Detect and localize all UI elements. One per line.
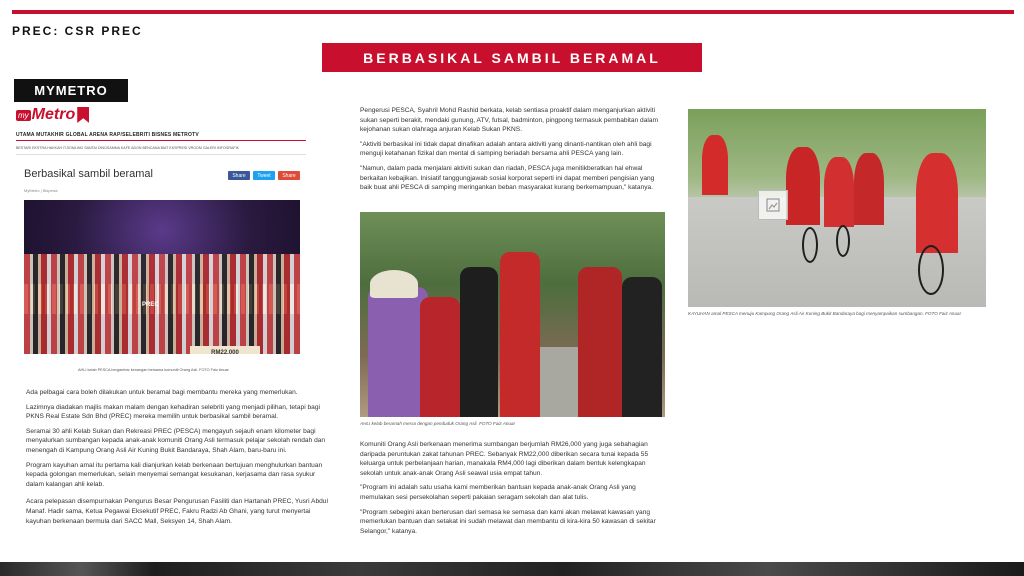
cyclist-3	[824, 157, 854, 227]
twitter-share-button: Tweet	[253, 171, 275, 180]
nav-divider	[16, 140, 306, 141]
cyclist-5	[916, 153, 958, 253]
paragraph: Komuniti Orang Asli berkenaan menerima sumbangan berjumlah RM26,000 yang juga sebahagian daripada peruntukan zakat tahunan PREC. Sebanyak RM22,000 diberikan secara tunai kepada 55 keluarga untuk perbelanjaan harian, manakala RM4,000 lagi diberikan dalam bentuk kelengkapan sekolah untuk anak-anak Orang Asli seawal usia empat tahun.	[360, 441, 649, 477]
byline: MyMetro | Bisperta	[24, 188, 58, 193]
figure-6	[622, 277, 662, 417]
primary-nav: UTAMA MUTAKHIR GLOBAL ARENA RAP/SELEBRITI BISNES METROTV	[16, 132, 199, 138]
figure-2	[420, 297, 460, 417]
nav-divider-2	[16, 154, 306, 155]
paragraph: "Aktiviti berbasikal ini tidak dapat dinafikan adalah antara aktiviti yang dinanti-nantikan oleh ahli bagi menguji ketahanan fizikal dan mental di samping beriadah bersama ahli PESCA yang lain.	[360, 140, 652, 158]
bottom-strip	[0, 562, 1024, 576]
figure-1-hat	[370, 270, 418, 298]
middle-column-top-text	[360, 106, 668, 198]
paragraph: "Program sebegini akan berterusan dari semasa ke semasa dan kami akan melawat kawasan yang memerlukan bantuan dan setakat ini sudah melawat dan membantu di kira-kira 50 kawasan di sekitar Selangor," katanya.	[360, 508, 656, 535]
bicycle-wheel	[802, 227, 818, 263]
paragraph: Pengerusi PESCA, Syahril Mohd Rashid berkata, kelab sentiasa proaktif dalam menganjurkan aktiviti sukan seperti berakit, mendaki gunung, ATV, futsal, badminton, pingpong termasuk pembabitan dalam kejohanan sukan olahraga anjuran Kelab Sukan PKNS.	[360, 107, 658, 134]
left-column-text	[26, 388, 332, 531]
group-photo-caption: AHLI kelab PESCA bergambar kenangan bersama komuniti Orang Asli. FOTO Faiz Anuar	[78, 368, 229, 372]
paragraph: Program kayuhan amal itu pertama kali dianjurkan kelab berkenaan bertujuan menghulurkan bantuan kepada golongan memerlukan, selain menyemai semangat kesukanan, kerjasama dan rasa syukur dalam kalangan ahli kelab.	[26, 461, 323, 488]
paragraph: Seramai 30 ahli Kelab Sukan dan Rekreasi PREC (PESCA) mengayuh sejauh enam kilometer bagi menyalurkan sumbangan kepada anak-anak komuniti Orang Asli termasuk pelajar sekolah rendah dan menengah di Kampung Orang Asli Air Kuning Bukit Bandaraya, Shah Alam, baru-baru ini.	[26, 427, 326, 454]
web-article-title: Berbasikal sambil beramal	[24, 168, 153, 180]
cyclists-photo	[688, 109, 986, 307]
cyclist-2	[786, 147, 820, 225]
cyclist-1	[702, 135, 728, 195]
villagers-photo	[360, 212, 665, 417]
image-icon	[765, 197, 781, 213]
paragraph: "Program ini adalah satu usaha kami memberikan bantuan kepada anak-anak Orang Asli yang memulakan sesi persekolahan seperti pakaian seragam sekolah dan alat tulis.	[360, 484, 636, 501]
paragraph: Acara pelepasan disempurnakan Pengurus Besar Pengurusan Fasiliti dan Hartanah PREC, Yusri Abdul Manaf. Hadir sama, Ketua Pegawai Eksekutif PREC, Fakru Radzi Ab Ghani, yang turut menyertai kayuhan berkenaan bermula dari SACC Mall, Seksyen 14, Shah Alam.	[26, 498, 328, 525]
group-photo	[24, 200, 300, 354]
top-rule	[12, 10, 1014, 14]
villagers-photo-caption: AHLI kelab beramah mesra dengan penduduk Orang Asli. FOTO Faiz Anuar	[360, 421, 516, 426]
logo-my: my	[18, 110, 29, 120]
mock-cheque: RM22,000	[190, 346, 260, 354]
figure-3	[460, 267, 498, 417]
mymetro-logo	[16, 105, 89, 125]
source-label: MYMETRO	[14, 79, 128, 102]
banner-title: BERBASIKAL SAMBIL BERAMAL	[322, 43, 702, 72]
google-share-button: Share	[278, 171, 300, 180]
crowd-front-rows	[24, 254, 300, 354]
figure-4	[500, 252, 540, 417]
facebook-share-button: Share	[228, 171, 250, 180]
bicycle-wheel	[918, 245, 944, 295]
paragraph: Ada pelbagai cara boleh dilakukan untuk beramal bagi membantu mereka yang memerlukan.	[26, 389, 298, 396]
bicycle-wheel	[836, 225, 850, 257]
logo-tag-icon	[77, 107, 89, 123]
figure-1	[368, 287, 428, 417]
cyclist-4	[854, 153, 884, 225]
photo-prec-text: PREC	[142, 302, 159, 308]
cyclists-photo-caption: KAYUHAN amal PESCA menuju Kampung Orang Asli Air Kuning Bukit Bandaraya bagi menyampaikan sumbangan. FOTO Faiz Anuar	[688, 311, 962, 316]
paragraph: "Namun, dalam pada menjalani aktiviti sukan dan riadah, PESCA juga menitikberatkan hal ehwal berkaitan kebajikan. Inisiatif tanggungjawab sosial korporat seperti ini dapat memberi pengisian yang baik buat ahli PESCA di samping meringankan beban masyarakat kurang berkemampuan," katanya.	[360, 164, 655, 192]
middle-column-bottom-text	[360, 440, 668, 541]
image-placeholder-icon	[758, 190, 788, 220]
paragraph: Lazimnya diadakan majlis makan malam dengan kehadiran selebriti yang menjadi pilihan, tetapi bagi PKNS Real Estate Sdn Bhd (PREC) mereka memilih untuk berbasikal sambil beramal.	[26, 403, 320, 421]
logo-metro: Metro	[31, 106, 76, 123]
secondary-nav: BESTARI EKSTRA HAKKAH ITJIOMLING SANTAI DINOSAMMA KAFE ADON BENCANA BIAT EKSPRESI VROOM GALERI INFOGRAFIK	[16, 146, 239, 150]
section-label: PREC: CSR PREC	[12, 24, 143, 38]
web-clipping	[14, 104, 306, 382]
figure-5	[578, 267, 622, 417]
